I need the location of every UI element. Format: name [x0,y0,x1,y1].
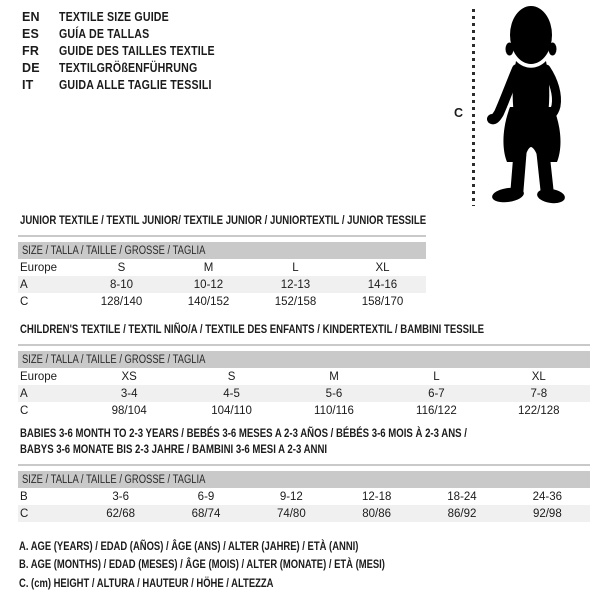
table-cell: 98/104 [111,404,147,417]
row-label: C [20,404,29,417]
table-cell: 68/74 [191,507,221,520]
footnote-c: C. (cm) HEIGHT / ALTURA / HAUTEUR / HÖHE / ALTEZZA [19,575,274,590]
table-cell: 7-8 [530,387,548,400]
size-table-babies [18,425,590,522]
table-cell: S [227,370,236,383]
table-cell: 128/140 [100,295,143,308]
table-cell: 92/98 [532,507,562,520]
row-label: C [20,295,29,308]
table-cell: L [433,370,440,383]
table-cell: 5-6 [325,387,343,400]
table-title-line1: BABIES 3-6 MONTH TO 2-3 YEARS / BEBÉS 3-6 MESES A 2-3 AÑOS / BÉBÉS 3-6 MOIS À 2-3 ANS / [20,426,467,440]
table-row [18,402,590,419]
table-cell: 104/110 [211,404,252,417]
table-cell: 152/158 [274,295,317,308]
language-code: EN [22,10,40,24]
table-header-label: SIZE / TALLA / TAILLE / GRÖSSE / TAGLIA [22,353,206,366]
height-measure-label: C [454,106,464,120]
language-item-es [22,27,242,44]
language-code: FR [22,44,40,58]
table-cell: 140/152 [187,295,230,308]
table-cell: 158/170 [361,295,404,308]
table-cell: M [203,261,214,274]
table-title: CHILDREN'S TEXTILE / TEXTIL NIÑO/A / TEXTILE DES ENFANTS / KINDERTEXTIL / BAMBINI TESSILE [20,322,485,336]
table-cell: 8-10 [109,278,134,291]
table-cell: 4-5 [223,387,240,400]
height-measure-dotted-line [472,9,475,206]
footnotes [19,537,476,592]
language-list [22,10,242,95]
row-label: B [20,490,28,503]
table-cell: 74/80 [276,507,306,520]
table-cell: 18-24 [447,490,477,503]
table-row [18,293,426,310]
table-cell: 3-6 [112,490,129,503]
table-row [18,259,426,276]
footnote-b: B. AGE (MONTHS) / EDAD (MESES) / ÂGE (MOIS) / ALTER (MONATE) / ETÀ (MESI) [19,557,385,572]
table-cell: 10-12 [193,278,224,291]
table-cell: XL [375,261,390,274]
table-row [18,368,590,385]
table-header-band [18,242,426,259]
size-table-children [18,321,590,419]
table-header-label: SIZE / TALLA / TAILLE / GRÖSSE / TAGLIA [22,473,206,486]
table-cell: 3-4 [120,387,138,400]
row-label: C [20,507,29,520]
language-code: IT [22,78,34,92]
table-cell: XL [531,370,546,383]
size-table-junior [18,212,426,310]
table-cell: 80/86 [362,507,392,520]
table-cell: M [329,370,339,383]
table-cell: 6-7 [428,387,445,400]
table-row [18,505,590,522]
table-row [18,488,590,505]
footnote-a: A. AGE (YEARS) / EDAD (AÑOS) / ÂGE (ANS) / ALTER (JAHRE) / ETÀ (ANNI) [19,539,359,553]
table-cell: S [117,261,126,274]
table-cell: 122/128 [518,404,560,417]
table-cell: 116/122 [416,404,457,417]
table-title: JUNIOR TEXTILE / TEXTIL JUNIOR/ TEXTILE JUNIOR / JUNIORTEXTIL / JUNIOR TESSILE [20,213,427,227]
row-label: A [20,387,28,400]
table-row [18,276,426,293]
language-label: GUIDE DES TAILLES TEXTILE [59,44,215,58]
table-cell: 6-9 [197,490,215,503]
table-header-band [18,351,590,368]
table-cell: 62/68 [106,507,136,520]
language-label: TEXTILE SIZE GUIDE [59,10,169,24]
row-label: A [20,278,28,291]
language-label: GUÍA DE TALLAS [59,27,150,41]
table-header-label: SIZE / TALLA / TAILLE / GRÖSSE / TAGLIA [22,244,206,257]
language-item-fr [22,44,242,61]
table-cell: 86/92 [447,507,477,520]
row-label: Europe [20,261,58,274]
table-cell: 12-13 [280,278,311,291]
language-item-de [22,61,242,78]
table-cell: 14-16 [367,278,398,291]
table-cell: 24-36 [532,490,563,503]
language-label: GUIDA ALLE TAGLIE TESSILI [59,78,212,92]
language-item-en [22,10,242,27]
table-cell: 9-12 [279,490,303,503]
table-cell: 12-18 [361,490,392,503]
table-cell: 110/116 [314,404,354,417]
row-label: Europe [20,370,58,383]
language-code: DE [22,61,40,75]
table-cell: L [292,261,299,274]
table-cell: XS [121,370,137,383]
language-item-it [22,78,242,95]
table-title-line2: BABYS 3-6 MONATE BIS 2-3 JAHRE / BAMBINI 3-6 MESI A 2-3 ANNI [20,442,328,456]
toddler-silhouette-icon [486,3,576,205]
table-row [18,385,590,402]
language-label: TEXTILGRÖßENFÜHRUNG [59,61,198,75]
table-header-band [18,471,590,488]
language-code: ES [22,27,40,41]
